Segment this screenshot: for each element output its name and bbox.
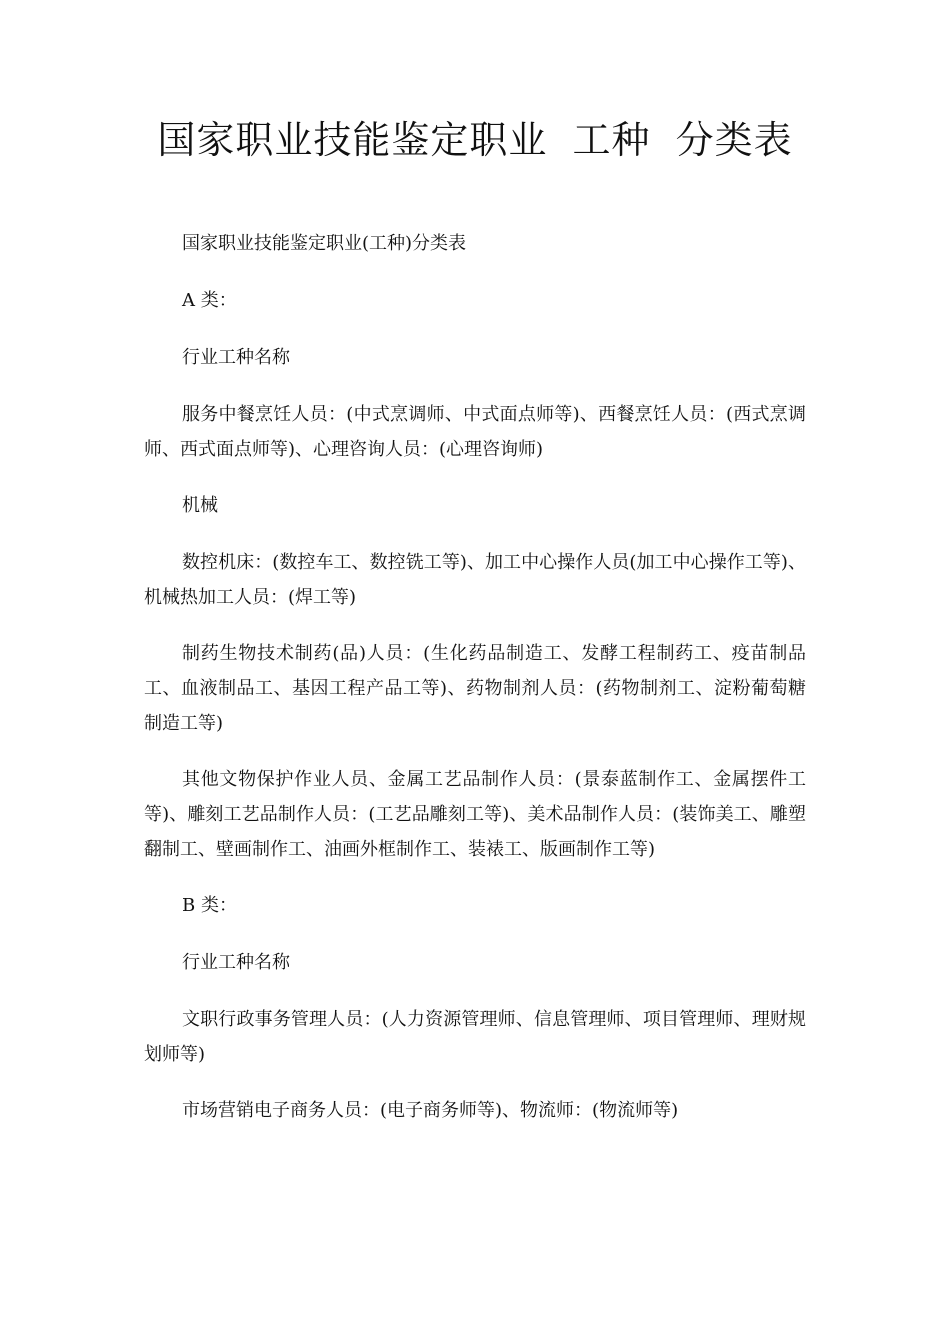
paragraph-category-a: A 类： xyxy=(182,290,237,311)
paragraph-machinery-heading: 机械 xyxy=(182,495,218,516)
paragraph-administration: 文职行政事务管理人员：(人力资源管理师、信息管理师、项目管理师、理财规划师等) xyxy=(144,1009,806,1065)
paragraph-column-header-a: 行业工种名称 xyxy=(182,347,290,368)
paragraph-column-header-b: 行业工种名称 xyxy=(182,952,290,973)
paragraph-crafts: 其他文物保护作业人员、金属工艺品制作人员：(景泰蓝制作工、金属摆件工等)、雕刻工艺品制作人员：(工艺品雕刻工等)、美术品制作人员：(装饰美工、雕塑翻制工、壁画制作工、油画外框制作工、装裱工、版画制作工等) xyxy=(144,769,806,860)
paragraph-pharmaceutical: 制药生物技术制药(品)人员：(生化药品制造工、发酵工程制药工、疫苗制品工、血液制品工、基因工程产品工等)、药物制剂人员：(药物制剂工、淀粉葡萄糖制造工等) xyxy=(144,643,806,734)
paragraph-subtitle: 国家职业技能鉴定职业(工种)分类表 xyxy=(182,233,467,254)
paragraph-service: 服务中餐烹饪人员：(中式烹调师、中式面点师等)、西餐烹饪人员：(西式烹调师、西式面点师等)、心理咨询人员：(心理咨询师) xyxy=(144,404,806,460)
paragraph-marketing: 市场营销电子商务人员：(电子商务师等)、物流师：(物流师等) xyxy=(182,1100,679,1121)
paragraph-category-b: B 类： xyxy=(182,895,237,916)
document-title: 国家职业技能鉴定职业 工种 分类表 xyxy=(157,118,793,162)
paragraph-cnc: 数控机床：(数控车工、数控铣工等)、加工中心操作人员(加工中心操作工等)、机械热加工人员：(焊工等) xyxy=(144,552,806,608)
